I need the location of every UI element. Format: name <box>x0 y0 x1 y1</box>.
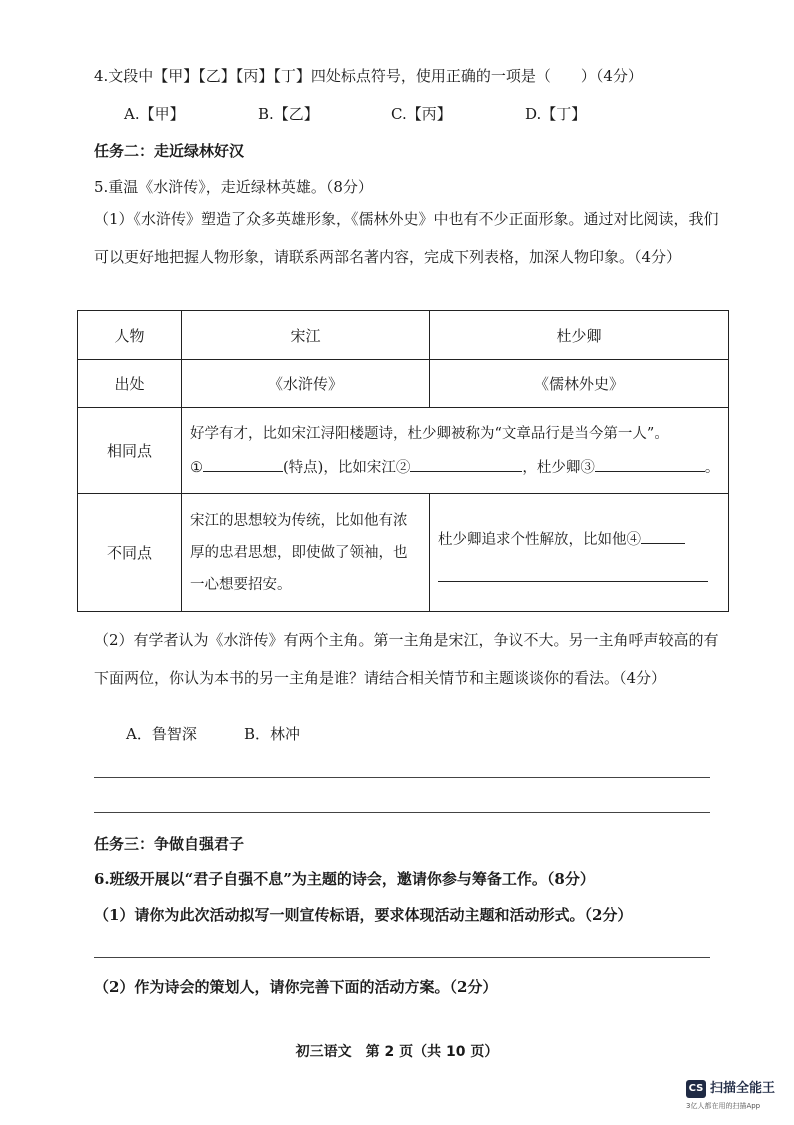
q6-sub1: （1）请你为此次活动拟写一则宣传标语，要求体现活动主题和活动形式。（2分） <box>94 906 633 924</box>
blank-2[interactable] <box>410 455 522 472</box>
q4-option-c: C.【丙】 <box>391 105 452 123</box>
row-diff-dushaoqing-cell <box>430 494 729 612</box>
comparison-table <box>77 310 729 612</box>
answer-line[interactable] <box>94 812 710 813</box>
blank1-suffix: (特点)，比如宋江② <box>283 459 411 476</box>
table-header-person: 人物 <box>78 311 182 360</box>
cs-logo-icon: CS <box>686 1080 706 1098</box>
q4-option-a: A.【甲】 <box>124 105 185 123</box>
q4-stem: 4.文段中【甲】【乙】【丙】【丁】四处标点符号，使用正确的一项是（ ）（4分） <box>94 67 643 85</box>
row-same-label: 相同点 <box>78 408 182 494</box>
q5-option-b: B．林冲 <box>244 725 301 743</box>
blank2-suffix: ，杜少卿③ <box>522 459 595 476</box>
blank-4-continued[interactable] <box>438 565 708 582</box>
row-diff-label: 不同点 <box>78 494 182 612</box>
row-source-label: 出处 <box>78 360 182 408</box>
answer-line[interactable] <box>94 957 710 958</box>
q6-sub2: （2）作为诗会的策划人，请你完善下面的活动方案。（2分） <box>94 978 498 996</box>
row-same-content <box>182 408 729 494</box>
row-source-dushaoqing: 《儒林外史》 <box>430 360 729 408</box>
q4-option-b: B.【乙】 <box>258 105 319 123</box>
row-same-end: 。 <box>704 459 720 476</box>
answer-line[interactable] <box>94 777 710 778</box>
blank1-prefix: ① <box>190 459 203 476</box>
q4-option-d: D.【丁】 <box>525 105 587 123</box>
watermark-sub: 3亿人都在用的扫描App <box>686 1102 761 1110</box>
q5-sub1: （1）《水浒传》塑造了众多英雄形象，《儒林外史》中也有不少正面形象。通过对比阅读，我们可以更好地把握人物形象，请联系两部名著内容，完成下列表格，加深人物印象。（4分） <box>94 210 719 266</box>
watermark-name: 扫描全能王 <box>710 1081 776 1096</box>
row-source-songjiang: 《水浒传》 <box>182 360 430 408</box>
scanner-watermark <box>686 1080 786 1116</box>
page-footer: 初三语文 第 2 页（共 10 页） <box>295 1044 499 1060</box>
task2-title: 任务二：走近绿林好汉 <box>94 142 245 160</box>
q5-option-a: A．鲁智深 <box>126 725 197 743</box>
blank-1[interactable] <box>203 455 283 472</box>
row-diff-songjiang: 宋江的思想较为传统，比如他有浓厚的忠君思想，即使做了领袖，也一心想要招安。 <box>182 494 430 612</box>
q6-stem: 6.班级开展以“君子自强不息”为主题的诗会，邀请你参与筹备工作。（8分） <box>94 870 595 888</box>
table-header-songjiang: 宋江 <box>182 311 430 360</box>
table-header-dushaoqing: 杜少卿 <box>430 311 729 360</box>
row-diff-dushaoqing: 杜少卿追求个性解放，比如他④ <box>438 532 641 548</box>
row-same-line2 <box>190 451 720 485</box>
q5-sub2: （2）有学者认为《水浒传》有两个主角。第一主角是宋江，争议不大。另一主角呼声较高的有下面两位，你认为本书的另一主角是谁？请结合相关情节和主题谈谈你的看法。（4分） <box>94 631 719 687</box>
row-same-line1: 好学有才，比如宋江浔阳楼题诗，杜少卿被称为“文章品行是当今第一人”。 <box>190 425 669 442</box>
blank-4[interactable] <box>641 527 685 544</box>
q5-stem: 5.重温《水浒传》，走近绿林英雄。（8分） <box>94 178 373 196</box>
task3-title: 任务三：争做自强君子 <box>94 835 245 853</box>
blank-3[interactable] <box>595 455 705 472</box>
